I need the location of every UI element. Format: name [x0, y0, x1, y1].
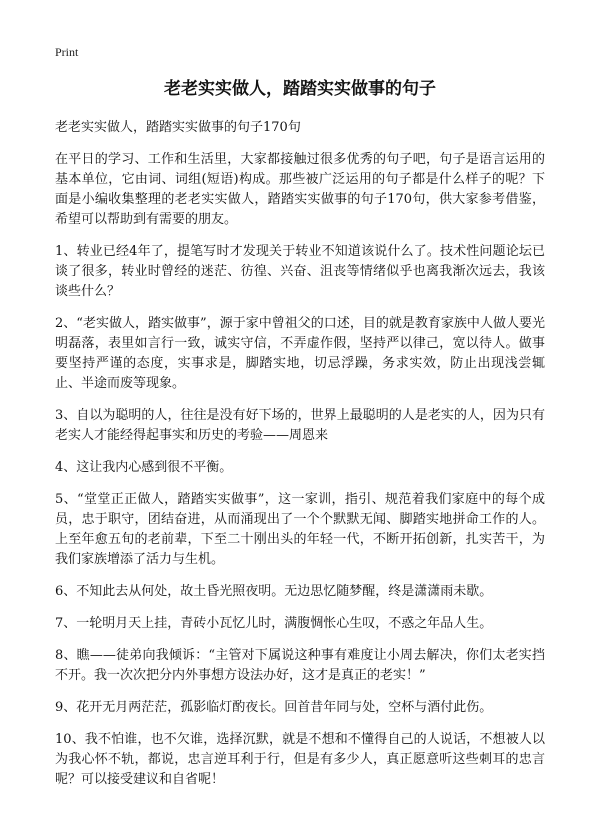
sentence-paragraph: 9、花开无月两茫茫，孤影临灯酌夜长。回首昔年同与处，空杯与酒付此伤。: [55, 700, 493, 715]
sentence-paragraph: 5、“堂堂正正做人，踏踏实实做事”，这一家训，指引、规范着我们家庭中的每个成员，忠于职守，团结奋进，从而涌现出了一个个默默无闻、脚踏实地拼命工作的人。上至年愈五旬的老前辈，下至二十刚出头的年轻一代，不断开拓创新，扎实苦干，为我们家族增添了活力与生机。: [55, 492, 545, 567]
sentence-paragraph: 3、自以为聪明的人，往往是没有好下场的，世界上最聪明的人是老实的人，因为只有老实人才能经得起事实和历史的考验——周恩来: [55, 408, 545, 443]
print-link[interactable]: Print: [55, 45, 79, 59]
sentence-paragraph: 6、不知此去从何处，故土昏光照夜明。无边思忆随梦醒，终是潇潇雨未歇。: [55, 584, 493, 599]
sentence-paragraph: 1、转业已经4年了，提笔写时才发现关于转业不知道该说什么了。技术性问题论坛已谈了很多，转业时曾经的迷茫、彷徨、兴奋、沮丧等情绪似乎也离我渐次远去，我该谈些什么？: [55, 244, 545, 299]
sentence-paragraph: 10、我不怕谁，也不欠谁，选择沉默，就是不想和不懂得自己的人说话，不想被人以为我心怀不轨，都说，忠言逆耳利于行，但是有多少人，真正愿意听这些刺耳的忠言呢？可以接受建议和自省呢！: [55, 732, 545, 787]
article-title: 老老实实做人，踏踏实实做事的句子: [164, 79, 436, 99]
sentence-paragraph: 8、瞧——徒弟向我倾诉：“主管对下属说这种事有难度让小周去解决，你们太老实挡不开。我一次次把分内外事想方设法办好，这才是真正的老实！”: [55, 648, 545, 683]
intro-paragraph: 在平日的学习、工作和生活里，大家都接触过很多优秀的句子吧，句子是语言运用的基本单位，它由词、词组(短语)构成。那些被广泛运用的句子都是什么样子的呢？下面是小编收集整理的老老实实做人，踏踏实实做事的句子170句，供大家参考借鉴，希望可以帮助到有需要的朋友。: [55, 152, 545, 227]
sentence-paragraph: 4、这让我内心感到很不平衡。: [55, 460, 233, 475]
sentence-paragraph: 7、一轮明月天上挂，青砖小瓦忆儿时，满腹惆怅心生叹，不惑之年品人生。: [55, 616, 493, 631]
article-subtitle: 老老实实做人，踏踏实实做事的句子170句: [55, 120, 301, 135]
sentence-paragraph: 2、“老实做人，踏实做事”，源于家中曾祖父的口述，目的就是教育家族中人做人要光明磊落，表里如言行一致，诚实守信，不弄虚作假，坚持严以律己，宽以待人。做事要坚持严谨的态度，实事求是，脚踏实地，切忌浮躁，务求实效，防止出现浅尝辄止、半途而废等现象。: [55, 316, 545, 391]
